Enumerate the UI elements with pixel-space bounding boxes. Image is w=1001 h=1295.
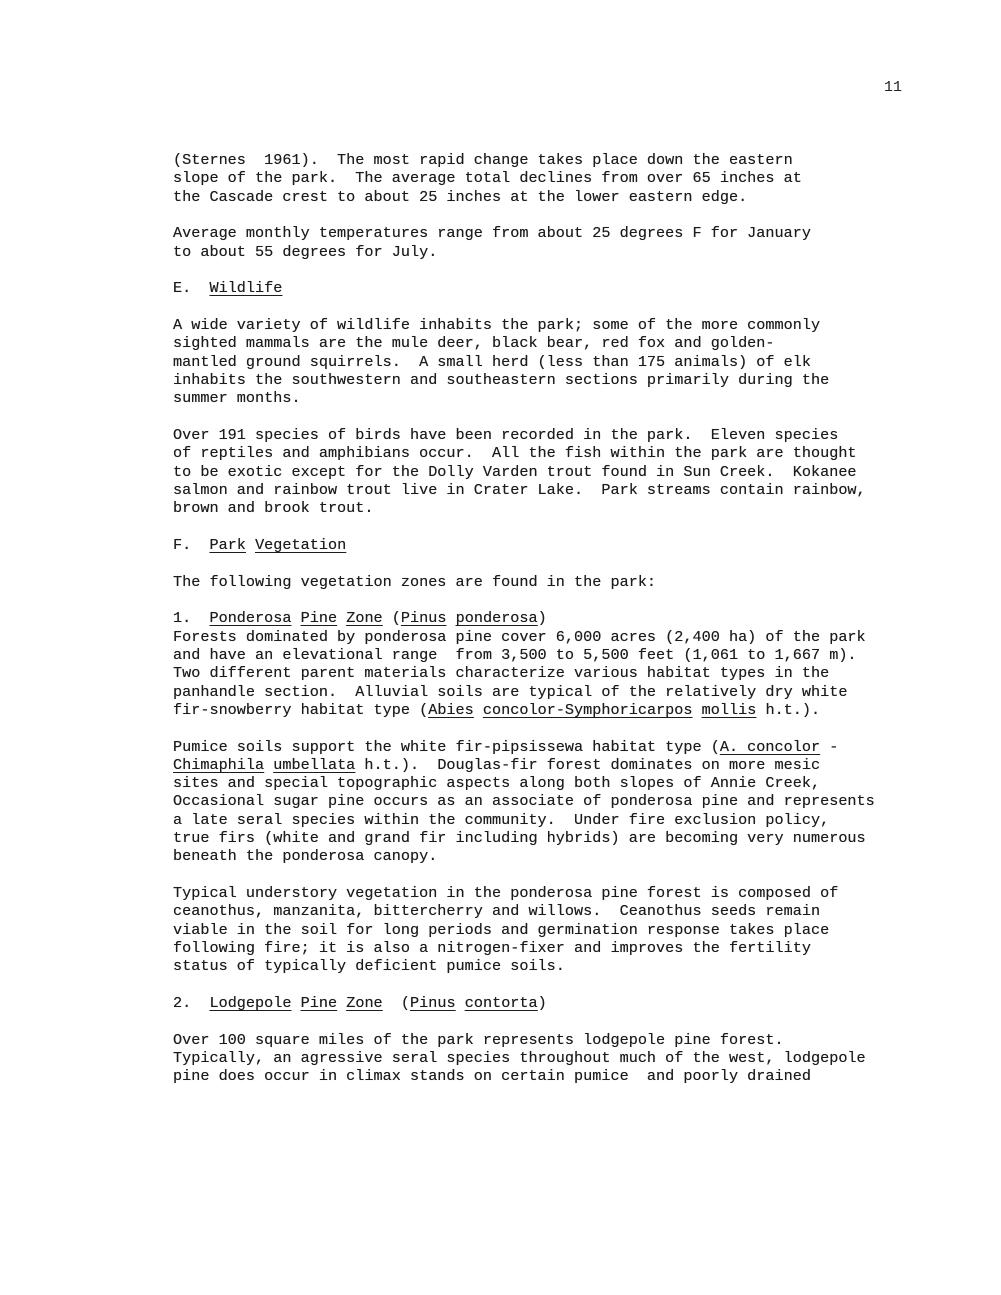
text-line	[173, 902, 875, 920]
underlined-text: Pinus	[410, 994, 456, 1013]
text-line	[173, 151, 875, 169]
text-segment: sites and special topographic aspects along both slopes of Annie Creek,	[173, 774, 821, 793]
text-line	[173, 426, 875, 444]
underlined-text: contorta	[464, 994, 538, 1013]
text-line	[173, 646, 875, 664]
blank-line	[173, 298, 875, 316]
blank-line	[173, 1012, 875, 1030]
text-segment: The following vegetation zones are found in the park:	[173, 572, 657, 591]
text-line	[173, 774, 875, 792]
text-line	[173, 334, 875, 352]
text-segment	[474, 701, 483, 719]
text-segment: fir-snowberry habitat type (	[173, 700, 429, 719]
text-line	[173, 169, 875, 187]
text-segment	[292, 994, 301, 1012]
page-number: 11	[884, 79, 903, 96]
text-segment	[337, 994, 346, 1012]
text-segment	[447, 609, 456, 627]
text-segment: summer months.	[173, 389, 301, 408]
text-segment: slope of the park. The average total declines from over 65 inches at	[173, 169, 802, 188]
text-segment: brown and brook trout.	[173, 499, 374, 518]
text-segment: Occasional sugar pine occurs as an associate of ponderosa pine and represents	[173, 792, 875, 811]
text-line	[173, 1067, 875, 1085]
text-line	[173, 756, 875, 774]
text-segment: F.	[173, 535, 210, 554]
blank-line	[173, 976, 875, 994]
text-line	[173, 994, 875, 1012]
underlined-text: A. concolor	[719, 737, 821, 756]
text-line	[173, 664, 875, 682]
text-segment: E.	[173, 279, 210, 298]
text-line	[173, 389, 875, 407]
text-segment: )	[537, 994, 547, 1013]
underlined-text: Chimaphila	[173, 755, 265, 774]
blank-line	[173, 261, 875, 279]
text-line	[173, 811, 875, 829]
text-segment: the Cascade crest to about 25 inches at the lower eastern edge.	[173, 187, 748, 206]
text-segment: A wide variety of wildlife inhabits the park; some of the more commonly	[173, 315, 821, 334]
text-segment: status of typically deficient pumice soils.	[173, 957, 565, 976]
text-segment: Average monthly temperatures range from about 25 degrees F for January	[173, 224, 811, 243]
text-line	[173, 371, 875, 389]
text-segment: inhabits the southwestern and southeastern sections primarily during the	[173, 370, 830, 389]
text-line	[173, 444, 875, 462]
text-segment: and have an elevational range from 3,500 to 5,500 feet (1,061 to 1,667 m).	[173, 645, 857, 664]
text-line	[173, 536, 875, 554]
text-line	[173, 884, 875, 902]
underlined-text: Pine	[300, 994, 338, 1013]
text-line	[173, 738, 875, 756]
text-line	[173, 939, 875, 957]
text-segment: to about 55 degrees for July.	[173, 242, 438, 261]
text-line	[173, 279, 875, 297]
blank-line	[173, 591, 875, 609]
text-segment: Pumice soils support the white fir-pipsissewa habitat type (	[173, 737, 720, 756]
underlined-text: Lodgepole	[209, 994, 292, 1013]
underlined-text: Vegetation	[255, 535, 347, 554]
text-segment: mantled ground squirrels. A small herd (less than 175 animals) of elk	[173, 352, 811, 371]
text-segment: Forests dominated by ponderosa pine cover 6,000 acres (2,400 ha) of the park	[173, 627, 866, 646]
text-segment	[337, 609, 346, 627]
text-segment: to be exotic except for the Dolly Varden trout found in Sun Creek. Kokanee	[173, 462, 857, 481]
underlined-text: mollis	[701, 700, 757, 719]
underlined-text: ponderosa	[455, 609, 538, 628]
text-line	[173, 463, 875, 481]
underlined-text: concolor-Symphoricarpos	[482, 700, 693, 719]
text-segment	[693, 701, 702, 719]
document-body	[173, 151, 875, 1086]
underlined-text: Ponderosa	[209, 609, 292, 628]
text-line	[173, 1031, 875, 1049]
text-segment: Over 191 species of birds have been recorded in the park. Eleven species	[173, 425, 839, 444]
text-line	[173, 353, 875, 371]
text-segment	[292, 609, 301, 627]
text-segment: 1.	[173, 609, 210, 628]
blank-line	[173, 719, 875, 737]
text-segment: following fire; it is also a nitrogen-fixer and improves the fertility	[173, 939, 811, 958]
text-line	[173, 316, 875, 334]
text-line	[173, 957, 875, 975]
underlined-text: umbellata	[273, 755, 356, 774]
blank-line	[173, 206, 875, 224]
text-segment: viable in the soil for long periods and germination response takes place	[173, 920, 830, 939]
text-line	[173, 243, 875, 261]
underlined-text: Park	[209, 535, 246, 554]
text-segment: h.t.). Douglas-fir forest dominates on more mesic	[355, 755, 821, 774]
text-line	[173, 224, 875, 242]
text-segment	[246, 536, 255, 554]
text-line	[173, 609, 875, 627]
underlined-text: Pinus	[400, 609, 447, 628]
text-segment: -	[820, 737, 839, 756]
blank-line	[173, 408, 875, 426]
text-line	[173, 628, 875, 646]
text-line	[173, 829, 875, 847]
text-segment: Over 100 square miles of the park represents lodgepole pine forest.	[173, 1030, 784, 1049]
text-segment: salmon and rainbow trout live in Crater Lake. Park streams contain rainbow,	[173, 480, 866, 499]
underlined-text: Wildlife	[209, 279, 283, 298]
text-segment: (	[382, 609, 401, 628]
underlined-text: Abies	[428, 700, 474, 719]
blank-line	[173, 518, 875, 536]
text-line	[173, 921, 875, 939]
text-segment: Two different parent materials characterize various habitat types in the	[173, 664, 830, 683]
text-segment: h.t.).	[756, 700, 821, 719]
text-line	[173, 683, 875, 701]
text-line	[173, 481, 875, 499]
text-segment: pine does occur in climax stands on certain pumice and poorly drained	[173, 1067, 811, 1086]
blank-line	[173, 554, 875, 572]
underlined-text: Zone	[346, 609, 383, 628]
text-segment: true firs (white and grand fir including hybrids) are becoming very numerous	[173, 829, 866, 848]
text-segment: Typical understory vegetation in the ponderosa pine forest is composed of	[173, 884, 839, 903]
text-segment: panhandle section. Alluvial soils are typical of the relatively dry white	[173, 682, 848, 701]
text-segment: a late seral species within the community. Under fire exclusion policy,	[173, 810, 830, 829]
text-line	[173, 701, 875, 719]
blank-line	[173, 866, 875, 884]
text-line	[173, 188, 875, 206]
text-segment: (Sternes 1961). The most rapid change takes place down the eastern	[173, 151, 793, 169]
text-line	[173, 847, 875, 865]
text-line	[173, 792, 875, 810]
text-line	[173, 573, 875, 591]
underlined-text: Pine	[300, 609, 338, 628]
underlined-text: Zone	[346, 994, 383, 1013]
text-segment: Typically, an agressive seral species throughout much of the west, lodgepole	[173, 1049, 866, 1068]
text-segment: sighted mammals are the mule deer, black bear, red fox and golden-	[173, 334, 775, 353]
text-segment	[456, 994, 465, 1012]
text-segment: 2.	[173, 994, 210, 1013]
text-segment	[264, 756, 273, 774]
text-segment: (	[382, 994, 411, 1013]
text-segment: )	[537, 609, 547, 628]
text-segment: of reptiles and amphibians occur. All the fish within the park are thought	[173, 444, 857, 463]
text-segment: ceanothus, manzanita, bittercherry and willows. Ceanothus seeds remain	[173, 902, 821, 921]
text-line	[173, 1049, 875, 1067]
text-segment: beneath the ponderosa canopy.	[173, 847, 438, 866]
text-line	[173, 499, 875, 517]
